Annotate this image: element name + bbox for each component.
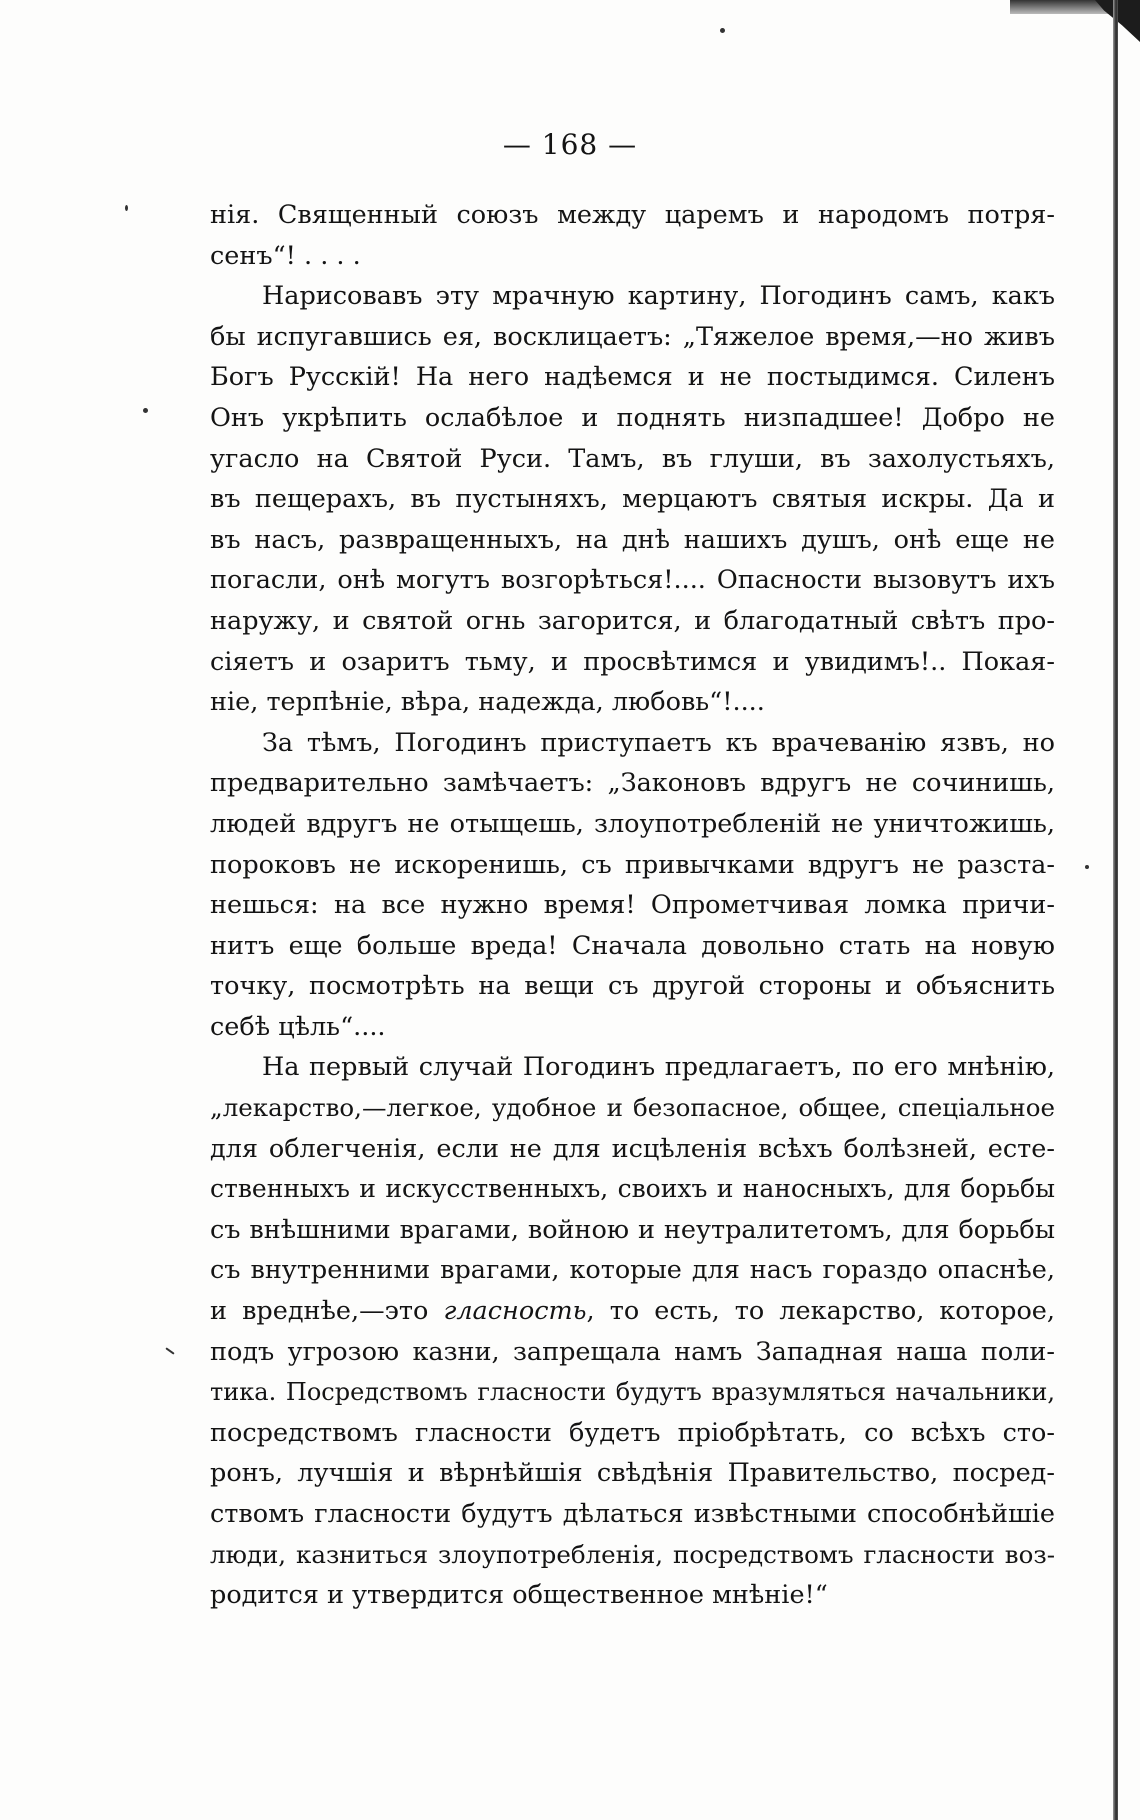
text-line: Нарисовавъ эту мрачную картину, Погодинъ самъ, какъ: [262, 281, 1055, 312]
scan-edge-right: [1113, 0, 1118, 1820]
scan-speck: [1085, 865, 1089, 869]
page-number: — 168 —: [502, 128, 638, 161]
text-line: себѣ цѣль“....: [210, 1011, 386, 1042]
text-line: ронъ, лучшія и вѣрнѣйшія свѣдѣнія Правительство, посред-: [210, 1458, 1055, 1489]
text-line: людей вдругъ не отыщешь, злоупотребленій не уничтожишь,: [210, 808, 1055, 839]
text-line: погасли, онѣ могутъ возгорѣться!.... Опасности вызовутъ ихъ: [210, 565, 1055, 596]
text-line: родится и утвердится общественное мнѣніе!“: [210, 1580, 828, 1611]
text-line: За тѣмъ, Погодинъ приступаетъ къ врачеванію язвъ, но: [262, 727, 1055, 758]
text-line: На первый случай Погодинъ предлагаетъ, по его мнѣнію,: [262, 1052, 1055, 1083]
body-text: [210, 195, 1055, 1616]
text-line: тика. Посредствомъ гласности будутъ вразумляться начальники,: [210, 1378, 1055, 1407]
text-line: въ насъ, развращенныхъ, на днѣ нашихъ душъ, онѣ еще не: [210, 524, 1055, 555]
text-line: ніе, терпѣніе, вѣра, надежда, любовь“!....: [210, 687, 765, 718]
scan-speck: [125, 205, 128, 211]
text-line: предварительно замѣчаетъ: „Законовъ вдругъ не сочинишь,: [210, 768, 1055, 799]
text-line: съ внѣшними врагами, войною и неутралитетомъ, для борьбы: [210, 1214, 1055, 1245]
text-line: нитъ еще больше вреда! Сначала довольно стать на новую: [210, 930, 1055, 961]
text-line: сіяетъ и озаритъ тьму, и просвѣтимся и увидимъ!.. Покая-: [210, 646, 1055, 677]
text-line: Онъ укрѣпить ослабѣлое и поднять низпадшее! Добро не: [210, 402, 1055, 433]
text-line: точку, посмотрѣть на вещи съ другой стороны и объяснить: [210, 971, 1055, 1002]
text-line: нія. Священный союзъ между царемъ и народомъ потря-: [210, 200, 1055, 230]
text-line: наружу, и святой огнь загорится, и благодатный свѣтъ про-: [210, 605, 1055, 636]
text-line: для облегченія, если не для исцѣленія всѣхъ болѣзней, есте-: [210, 1133, 1055, 1164]
text-line: и вреднѣе,—это гласность, то есть, то лекарство, которое,: [210, 1296, 1055, 1327]
text-line: ственныхъ и искусственныхъ, своихъ и наносныхъ, для борьбы: [210, 1174, 1055, 1204]
text-line: подъ угрозою казни, запрещала намъ Западная наша поли-: [210, 1336, 1055, 1367]
text-line: угасло на Святой Руси. Тамъ, въ глуши, въ захолустьяхъ,: [210, 443, 1055, 474]
text-line: пороковъ не искоренишь, съ привычками вдругъ не разста-: [210, 849, 1055, 880]
text-line: съ внутренними врагами, которые для насъ гораздо опаснѣе,: [210, 1255, 1055, 1286]
text-line: „лекарство,—легкое, удобное и безопасное, общее, спеціальное: [210, 1093, 1055, 1123]
text-line: нешься: на все нужно время! Опрометчивая ломка причи-: [210, 890, 1055, 921]
text-line: въ пещерахъ, въ пустыняхъ, мерцаютъ святыя искры. Да и: [210, 484, 1055, 515]
text-line: Богъ Русскій! На него надѣемся и не постыдимся. Силенъ: [210, 362, 1055, 393]
text-line: бы испугавшись ея, восклицаетъ: „Тяжелое время,—но живъ: [210, 321, 1055, 352]
scan-speck: [143, 408, 148, 413]
text-line: сенъ“! . . . .: [210, 240, 361, 271]
scan-speck: [165, 1347, 174, 1354]
text-line: посредствомъ гласности будетъ пріобрѣтать, со всѣхъ сто-: [210, 1417, 1055, 1448]
scan-speck: [720, 28, 725, 33]
text-line: ствомъ гласности будутъ дѣлаться извѣстными способнѣйшіе: [210, 1499, 1055, 1529]
text-line: люди, казниться злоупотребленія, посредствомъ гласности воз-: [210, 1539, 1055, 1569]
